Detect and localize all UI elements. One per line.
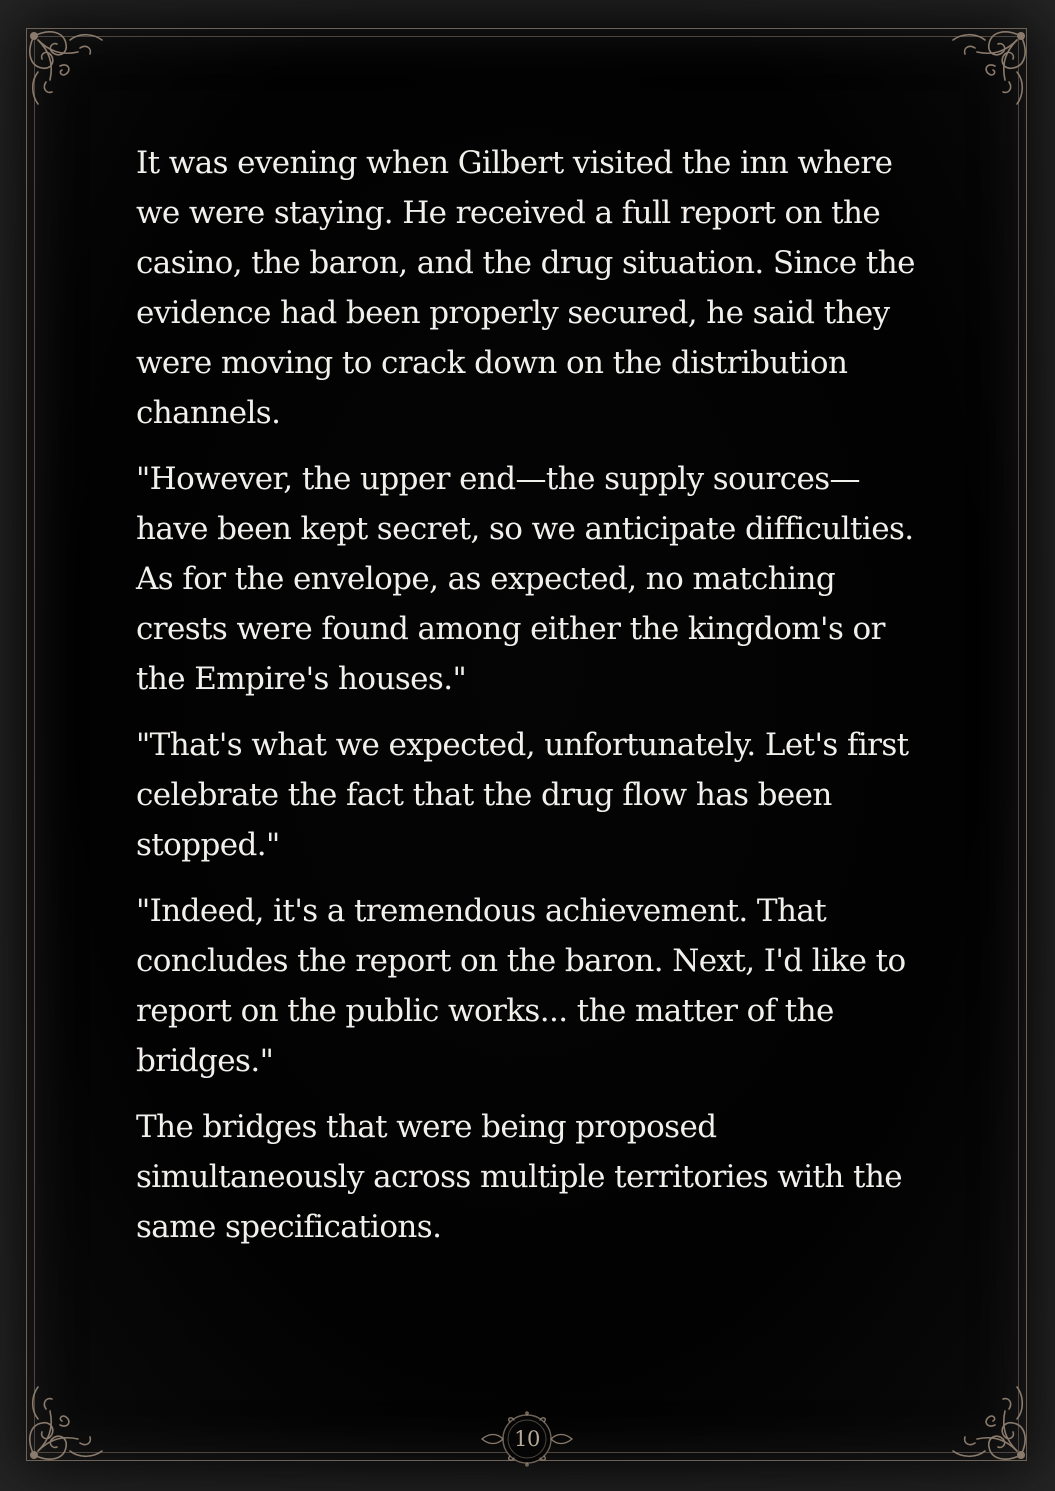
paragraph: "That's what we expected, unfortunately. Let's first celebrate the fact that the drug flow has been stopped.": [136, 727, 909, 863]
ornate-corner-flourish-icon: [20, 22, 116, 118]
ornate-corner-flourish-icon: [939, 1373, 1035, 1469]
ornate-corner-flourish-icon: [20, 1373, 116, 1469]
ornate-corner-flourish-icon: [939, 22, 1035, 118]
paragraph: It was evening when Gilbert visited the inn where we were staying. He received a full report on the casino, the baron, and the drug situation. Since the evidence had been properly secured, he said they were moving to crack down on the distribution channels.: [136, 145, 915, 431]
paragraph: "Indeed, it's a tremendous achievement. That concludes the report on the baron. Next, I'd like to report on the public works... the matter of the bridges.": [136, 893, 906, 1079]
paragraph: The bridges that were being proposed simultaneously across multiple territories with the same specifications.: [136, 1109, 902, 1245]
page-number-badge: [478, 1410, 576, 1468]
story-text: [136, 138, 926, 1268]
paragraph: "However, the upper end—the supply sources—have been kept secret, so we anticipate difficulties. As for the envelope, as expected, no matching crests were found among either the kingdom's or the Empire's houses.": [136, 461, 914, 697]
page-number: 10: [514, 1427, 540, 1451]
